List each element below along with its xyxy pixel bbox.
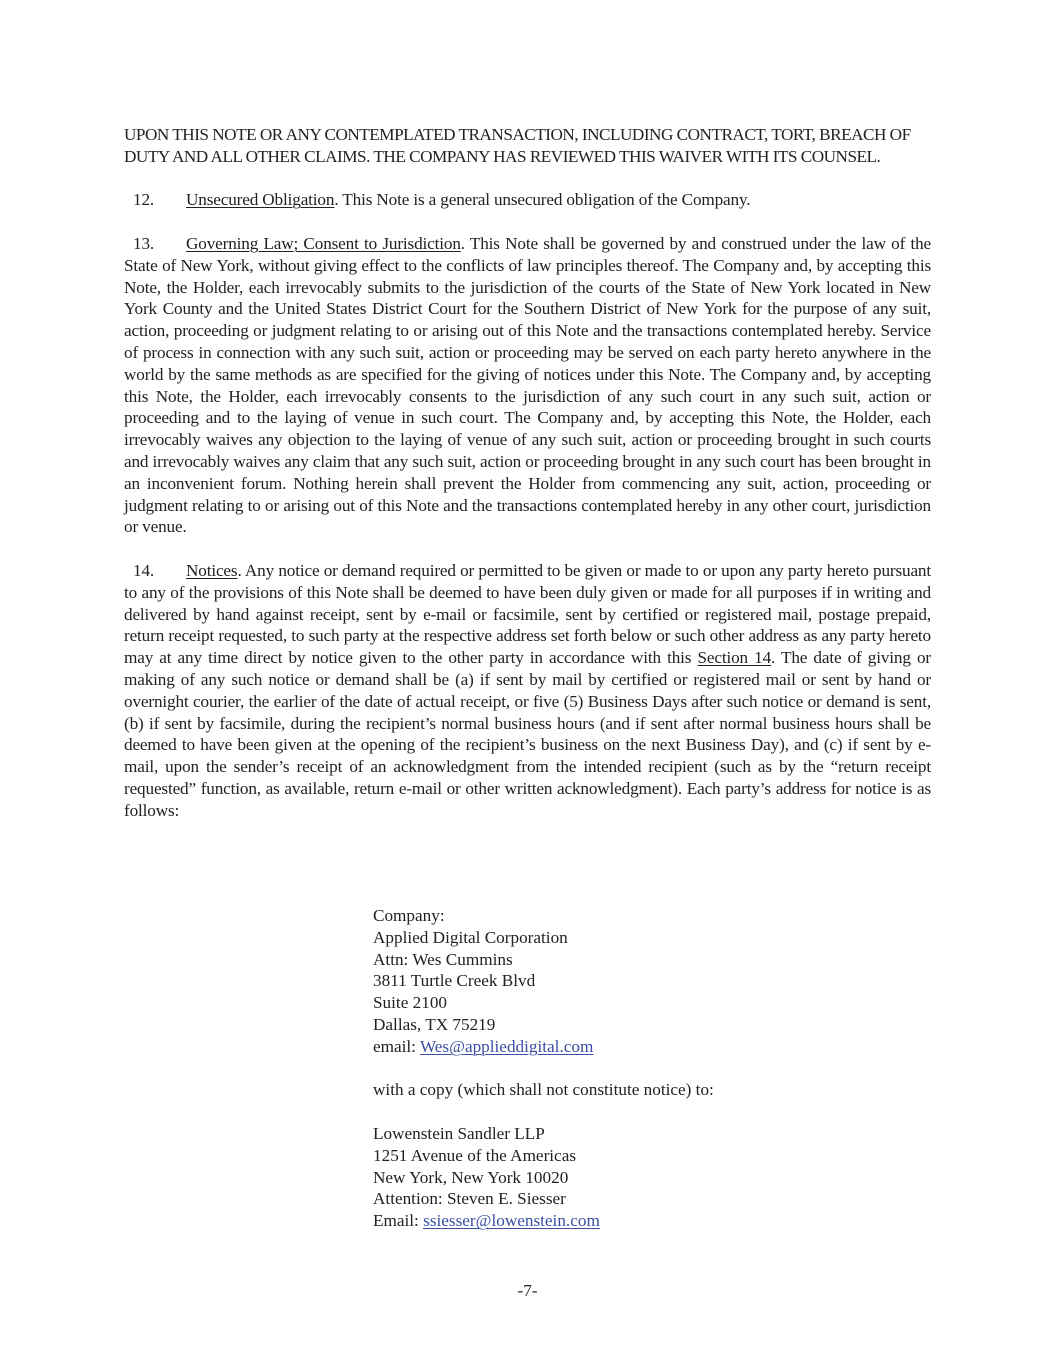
company-attn: Attn: Wes Cummins xyxy=(373,949,513,969)
section-12-unsecured-obligation xyxy=(124,189,931,211)
company-name: Applied Digital Corporation xyxy=(373,927,568,947)
spacer xyxy=(373,1058,714,1080)
section-13-governing-law xyxy=(124,233,931,538)
counsel-name: Lowenstein Sandler LLP xyxy=(373,1123,545,1143)
section-number: 13. xyxy=(133,233,155,253)
section-body-part1: . Any notice or demand required or permitted to be given or made to or upon any party hereto pursuant to any of the provisions of this Note shall be deemed to have been duly given or made for all purposes if in writing and delivered by hand against receipt, sent by e-mail or facsimile, sent by certified or registered mail, postage prepaid, return receipt requested, to such party at the respective address set forth below or such other address as any party hereto may at any time direct by notice given to the other party in accordance with this xyxy=(124,560,931,668)
document-page xyxy=(124,124,931,843)
company-suite: Suite 2100 xyxy=(373,993,448,1013)
section-14-notices xyxy=(124,560,931,822)
page-number: -7- xyxy=(517,1281,538,1300)
section-heading: Governing Law; Consent to Jurisdiction xyxy=(186,233,461,253)
counsel-email-line xyxy=(373,1210,714,1232)
counsel-attn: Attention: Steven E. Siesser xyxy=(373,1189,566,1209)
counsel-street: 1251 Avenue of the Americas xyxy=(373,1145,577,1165)
section-heading: Notices xyxy=(186,560,238,580)
section-number: 12. xyxy=(133,190,155,210)
company-label: Company: xyxy=(373,906,445,925)
company-notice-address xyxy=(373,905,714,1232)
waiver-continuation-paragraph: UPON THIS NOTE OR ANY CONTEMPLATED TRANSACTION, INCLUDING CONTRACT, TORT, BREACH OF DUTY AND ALL OTHER CLAIMS. THE COMPANY HAS REVIEWED THIS WAIVER WITH ITS COUNSEL. xyxy=(124,125,911,166)
spacer xyxy=(373,1101,714,1123)
section-body: . This Note shall be governed by and construed under the law of the State of New York, without giving effect to the conflicts of law principles thereof. The Company and, by accepting this Note, the Holder, each irrevocably submits to the jurisdiction of the courts of the State of New York located in New York County and the United States District Court for the Southern District of New York for the purpose of any suit, action, proceeding or judgment relating to or arising out of this Note and the transactions contemplated hereby. Service of process in connection with any such suit, action or proceeding may be served on each party hereto anywhere in the world by the same methods as are specified for the giving of notices under this Note. The Company and, by accepting this Note, the Holder, each irrevocably consents to the jurisdiction of any such court in any such suit, action or proceeding and to the laying of venue in such court. The Company and, by accepting this Note, the Holder, each irrevocably waives any objection to the laying of venue of any such suit, action or proceeding brought in such courts and irrevocably waives any claim that any such suit, action or proceeding brought in any such court has been brought in an inconvenient forum. Nothing herein shall prevent the Holder from commencing any suit, action, proceeding or judgment relating to or arising out of this Note and the transactions contemplated hereby in any other court, jurisdiction or venue. xyxy=(124,233,931,537)
section-cross-reference: Section 14 xyxy=(697,648,772,668)
email-label: Email: xyxy=(373,1211,424,1231)
email-label: email: xyxy=(373,1036,420,1056)
section-body: . This Note is a general unsecured obligation of the Company. xyxy=(334,190,751,210)
company-email-line xyxy=(373,1036,714,1058)
section-body-part2: . The date of giving or making of any such notice or demand shall be (a) if sent by mail by certified or registered mail or sent by hand or overnight courier, the earlier of the date of actual receipt, or five (5) Business Days after such notice or demand is sent, (b) if sent by facsimile, during the recipient’s normal business hours (and if sent after normal business hours shall be deemed to have been given at the opening of the recipient’s business on the next Business Day), and (c) if sent by e-mail, upon the sender’s receipt of an acknowledgment from the intended recipient (such as by the “return receipt requested” function, as available, return e-mail or other written acknowledgment). Each party’s address for notice is as follows: xyxy=(124,648,931,820)
company-street: 3811 Turtle Creek Blvd xyxy=(373,971,536,991)
section-heading: Unsecured Obligation xyxy=(186,190,335,210)
counsel-email-link[interactable]: ssiesser@lowenstein.com xyxy=(423,1211,600,1231)
company-email-link[interactable]: Wes@applieddigital.com xyxy=(419,1036,594,1056)
counsel-city: New York, New York 10020 xyxy=(373,1167,569,1187)
section-number: 14. xyxy=(133,560,155,580)
copy-note: with a copy (which shall not constitute notice) to: xyxy=(373,1080,714,1100)
company-city: Dallas, TX 75219 xyxy=(373,1014,496,1034)
